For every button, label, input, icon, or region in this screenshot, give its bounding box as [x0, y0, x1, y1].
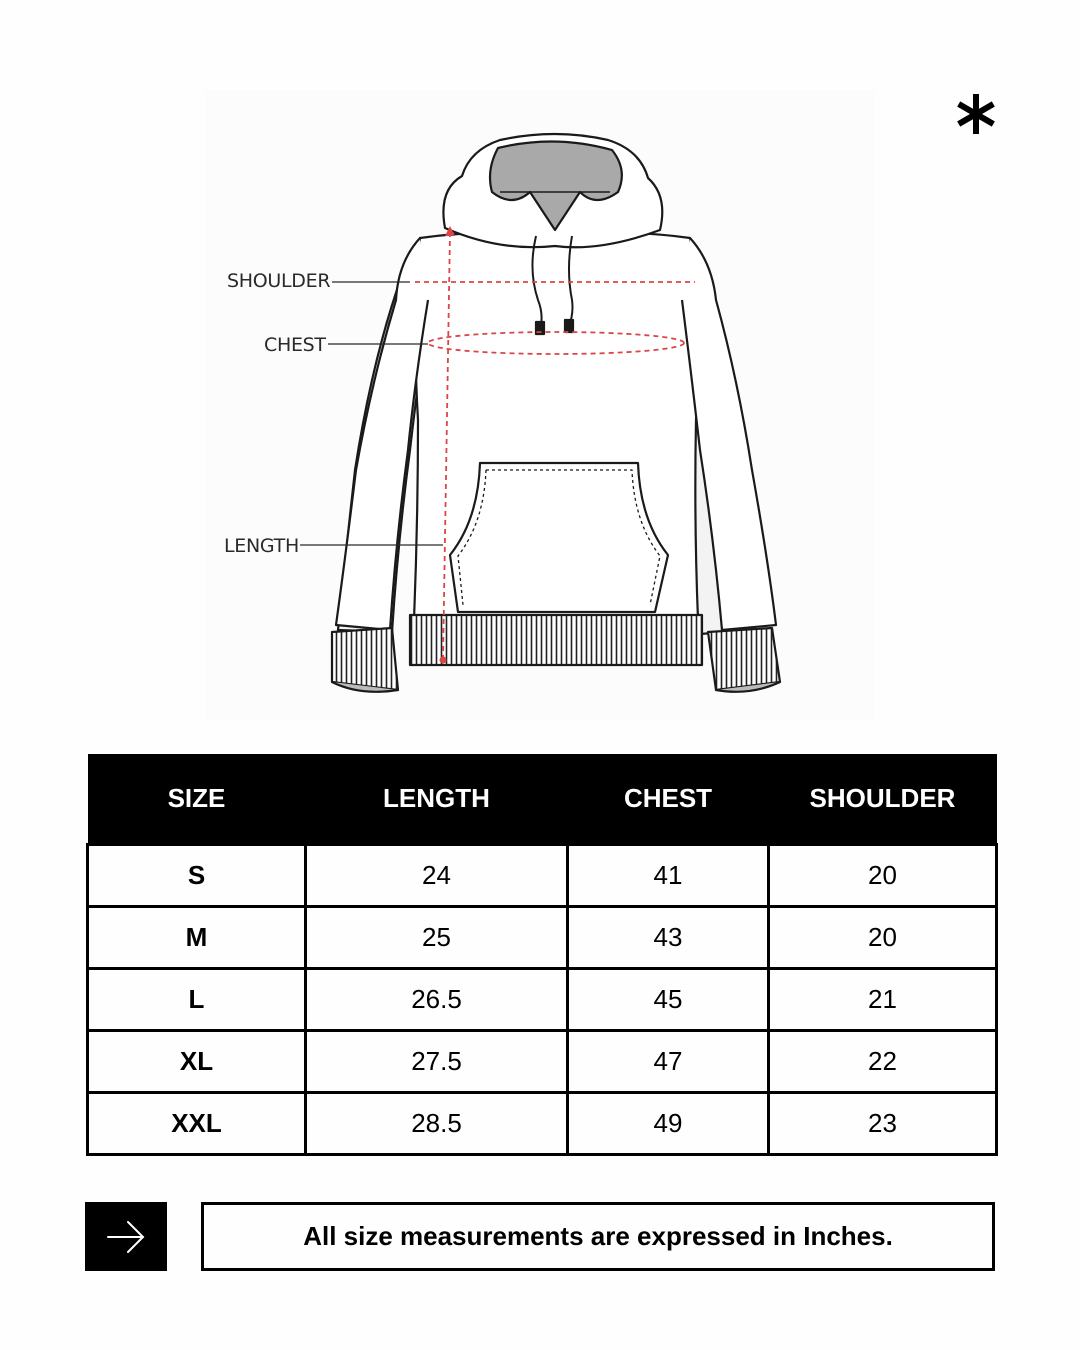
length-cell: 26.5	[306, 969, 568, 1031]
shoulder-cell: 20	[769, 907, 997, 969]
table-row	[88, 907, 997, 969]
chest-cell: 49	[568, 1093, 769, 1155]
table-header-row	[88, 754, 997, 845]
length-label: LENGTH	[224, 535, 299, 557]
header-chest: CHEST	[568, 754, 769, 845]
size-cell: XL	[88, 1031, 306, 1093]
header-length: LENGTH	[306, 754, 568, 845]
length-cell: 27.5	[306, 1031, 568, 1093]
arrow-right-icon	[106, 1217, 146, 1257]
table-row	[88, 969, 997, 1031]
length-cell: 28.5	[306, 1093, 568, 1155]
shoulder-cell: 22	[769, 1031, 997, 1093]
length-cell: 24	[306, 845, 568, 907]
size-chart-table	[86, 754, 998, 1156]
hoodie-illustration	[205, 90, 875, 720]
arrow-button[interactable]	[85, 1202, 167, 1271]
table-row	[88, 1031, 997, 1093]
table-row	[88, 1093, 997, 1155]
size-cell: L	[88, 969, 306, 1031]
chest-cell: 41	[568, 845, 769, 907]
asterisk-icon	[950, 88, 1002, 140]
header-size: SIZE	[88, 754, 306, 845]
shoulder-label: SHOULDER	[227, 270, 331, 292]
size-cell: S	[88, 845, 306, 907]
shoulder-cell: 23	[769, 1093, 997, 1155]
measurement-note-text: All size measurements are expressed in Inches.	[303, 1221, 893, 1251]
shoulder-cell: 21	[769, 969, 997, 1031]
size-cell: XXL	[88, 1093, 306, 1155]
chest-cell: 47	[568, 1031, 769, 1093]
chest-cell: 45	[568, 969, 769, 1031]
measurement-note	[201, 1202, 995, 1271]
chest-label: CHEST	[264, 334, 326, 356]
length-cell: 25	[306, 907, 568, 969]
chest-cell: 43	[568, 907, 769, 969]
header-shoulder: SHOULDER	[769, 754, 997, 845]
shoulder-cell: 20	[769, 845, 997, 907]
hoodie-drawing	[205, 90, 875, 720]
table-row	[88, 845, 997, 907]
size-cell: M	[88, 907, 306, 969]
